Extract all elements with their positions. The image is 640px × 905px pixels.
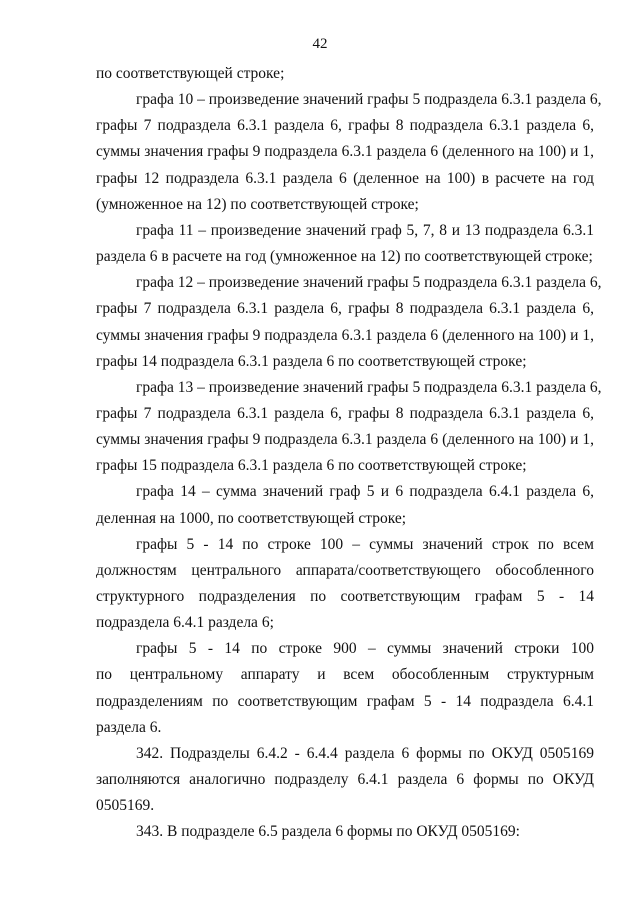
text-line: графы 15 подраздела 6.3.1 раздела 6 по соответствующей строке;: [96, 457, 527, 475]
text-line: графа 10 – произведение значений графы 5 подраздела 6.3.1 раздела 6,: [136, 91, 602, 109]
text-line: 342. Подразделы 6.4.2 - 6.4.4 раздела 6 формы по ОКУД 0505169: [136, 744, 594, 762]
page-number: 42: [312, 36, 328, 52]
text-line: графы 12 подраздела 6.3.1 раздела 6 (деленное на 100) в расчете на год: [96, 169, 594, 187]
text-line: заполняются аналогично подразделу 6.4.1 раздела 6 формы по ОКУД: [96, 771, 594, 789]
text-line: подразделениям по соответствующим графам 5 - 14 подраздела 6.4.1: [96, 692, 594, 710]
text-line: графы 7 подраздела 6.3.1 раздела 6, графы 8 подраздела 6.3.1 раздела 6,: [96, 404, 594, 422]
text-line: графы 7 подраздела 6.3.1 раздела 6, графы 8 подраздела 6.3.1 раздела 6,: [96, 117, 594, 135]
text-line: структурного подразделения по соответствующим графам 5 - 14: [96, 588, 594, 605]
text-line: (умноженное на 12) по соответствующей строке;: [96, 195, 419, 213]
text-line: подраздела 6.4.1 раздела 6;: [96, 614, 274, 632]
text-line: суммы значения графы 9 подраздела 6.3.1 раздела 6 (деленного на 100) и 1,: [96, 431, 594, 449]
text-line: графы 5 - 14 по строке 900 – суммы значений строки 100: [136, 640, 594, 658]
text-line: графы 5 - 14 по строке 100 – суммы значений строк по всем: [136, 535, 594, 553]
text-line: 343. В подразделе 6.5 раздела 6 формы по ОКУД 0505169:: [136, 823, 520, 841]
text-line: графа 11 – произведение значений граф 5, 7, 8 и 13 подраздела 6.3.1: [136, 221, 594, 239]
text-line: по соответствующей строке;: [96, 65, 285, 82]
text-line: по центральному аппарату и всем обособленным структурным: [96, 666, 594, 684]
text-line: графа 12 – произведение значений графы 5 подраздела 6.3.1 раздела 6,: [136, 274, 602, 292]
text-line: суммы значения графы 9 подраздела 6.3.1 раздела 6 (деленного на 100) и 1,: [96, 143, 594, 161]
text-line: графы 7 подраздела 6.3.1 раздела 6, графы 8 подраздела 6.3.1 раздела 6,: [96, 300, 594, 318]
text-line: суммы значения графы 9 подраздела 6.3.1 раздела 6 (деленного на 100) и 1,: [96, 326, 594, 344]
text-line: 0505169.: [96, 797, 155, 815]
text-line: раздела 6 в расчете на год (умноженное на 12) по соответствующей строке;: [96, 248, 593, 266]
text-line: графа 14 – сумма значений граф 5 и 6 подраздела 6.4.1 раздела 6,: [136, 483, 594, 501]
text-line: графы 14 подраздела 6.3.1 раздела 6 по соответствующей строке;: [96, 352, 527, 370]
text-line: раздела 6.: [96, 718, 162, 736]
text-line: деленная на 1000, по соответствующей строке;: [96, 509, 407, 527]
text-line: должностям центрального аппарата/соответствующего обособленного: [96, 561, 594, 579]
text-line: графа 13 – произведение значений графы 5 подраздела 6.3.1 раздела 6,: [136, 378, 602, 396]
